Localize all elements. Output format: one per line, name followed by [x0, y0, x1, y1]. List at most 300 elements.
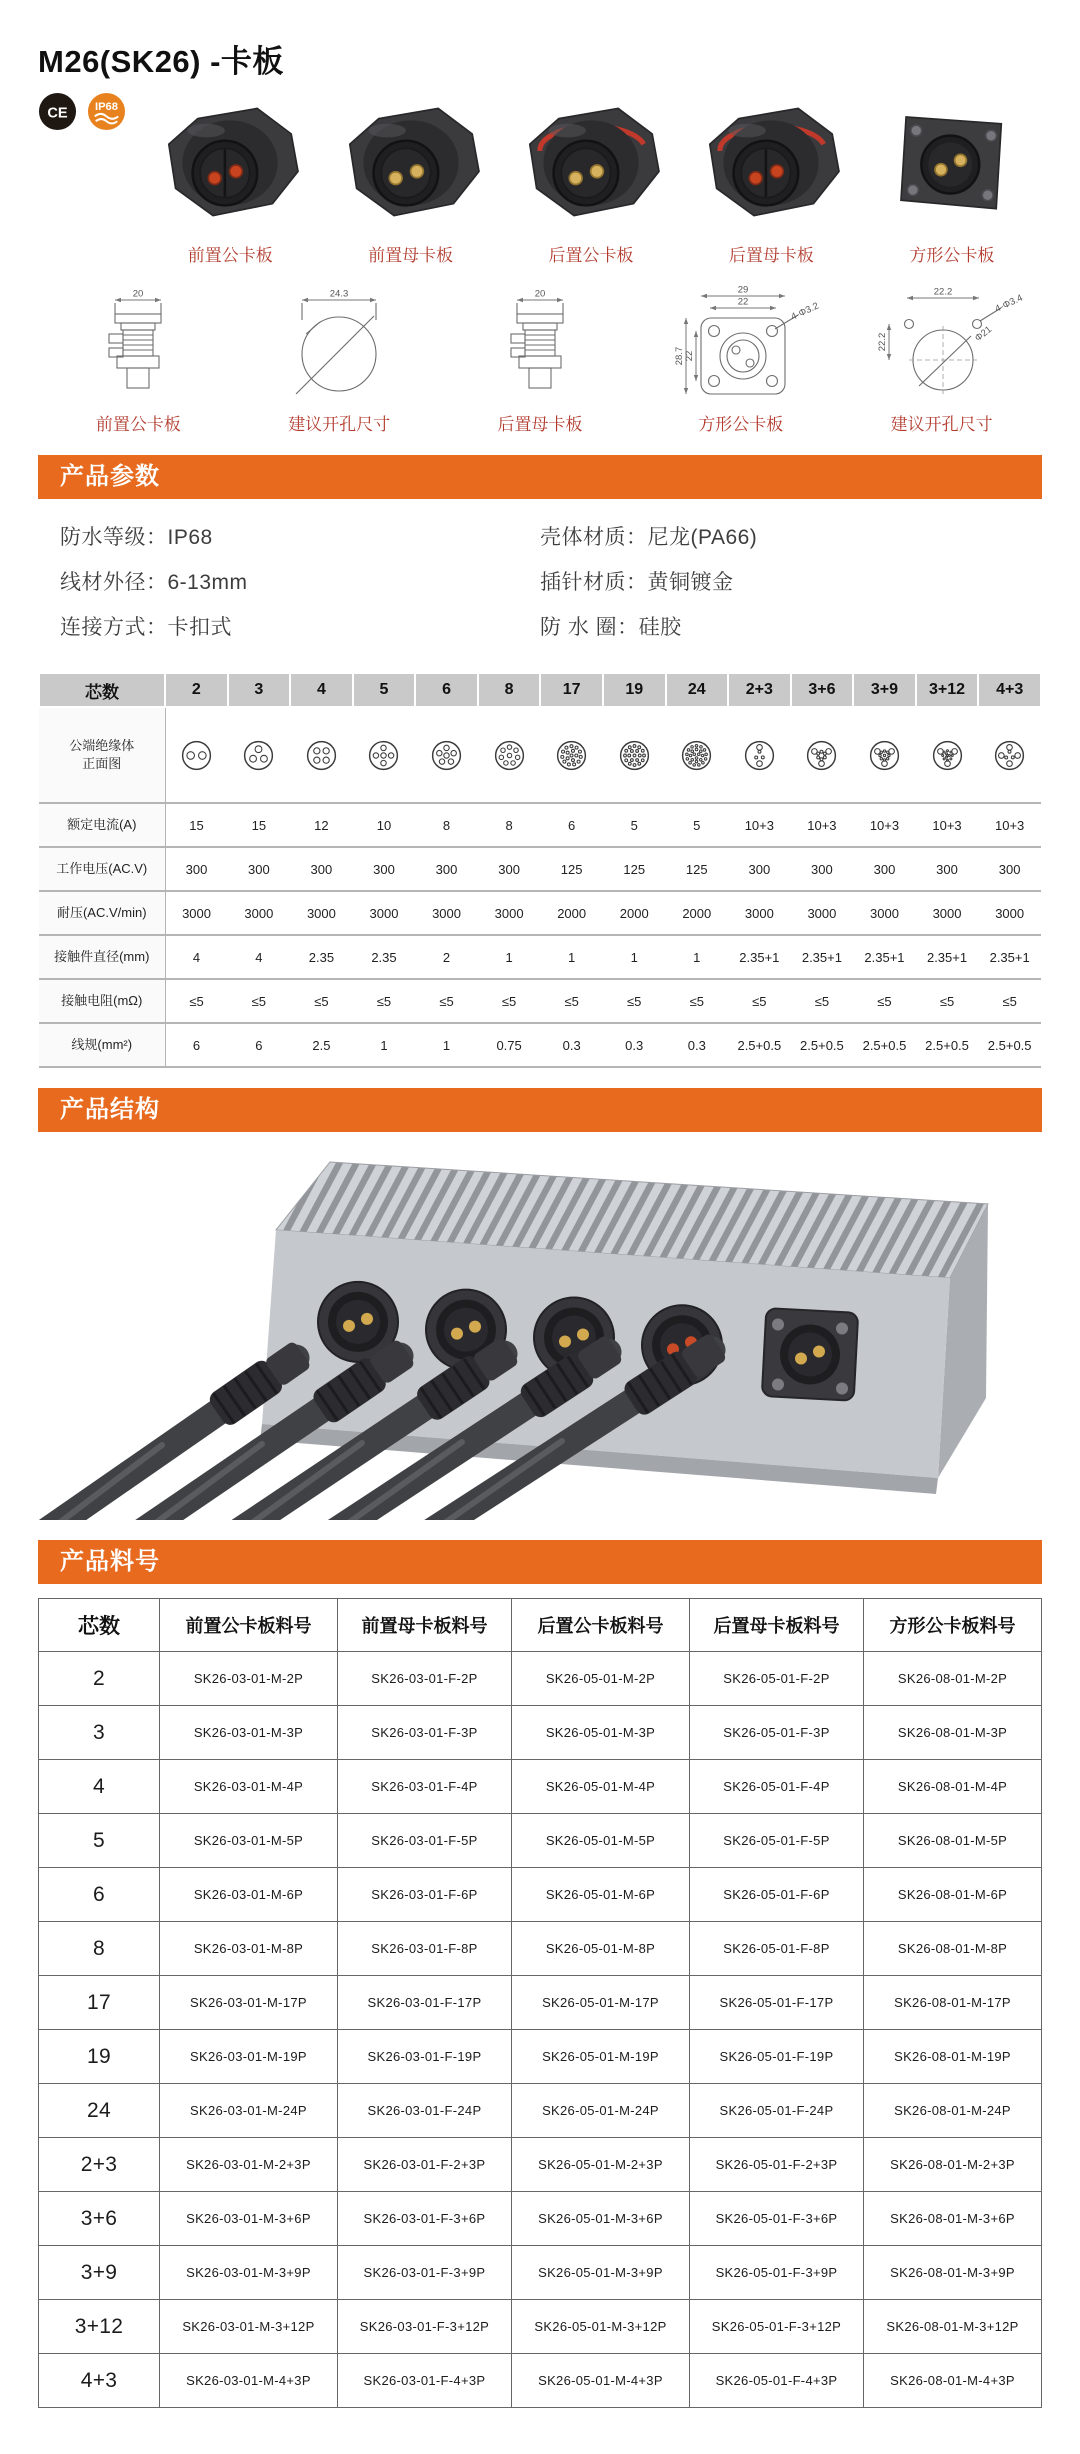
spec-value: 15 [165, 803, 228, 847]
pin-face-diagram [868, 739, 901, 772]
pin-face-cell [666, 707, 729, 803]
spec-pin-count-header: 19 [603, 673, 666, 707]
parameter-label: 插针材质： [540, 571, 648, 594]
pin-face-cell [478, 707, 541, 803]
svg-text:24.3: 24.3 [329, 288, 349, 300]
spec-data-row [39, 1023, 1041, 1067]
part-number-cell: SK26-05-01-M-3+12P [512, 2300, 690, 2354]
spec-pin-count-header: 4 [290, 673, 353, 707]
spec-value: ≤5 [978, 979, 1041, 1023]
part-row [39, 1814, 1042, 1868]
spec-value: 2.35+1 [916, 935, 979, 979]
product-photo-3 [501, 87, 681, 266]
technical-drawing-1 [38, 284, 239, 435]
part-number-cell: SK26-03-01-F-3+12P [337, 2300, 511, 2354]
pin-face-diagram [367, 739, 400, 772]
part-number-cell: SK26-03-01-M-17P [160, 1976, 338, 2030]
part-row [39, 2138, 1042, 2192]
spec-value: ≤5 [228, 979, 291, 1023]
part-number-cell: SK26-05-01-F-3+9P [689, 2246, 863, 2300]
part-col-header: 方形公卡板料号 [864, 1599, 1042, 1652]
pin-face-diagram [430, 739, 463, 772]
pin-count-cell: 3+12 [39, 2300, 160, 2354]
pin-face-cell [165, 707, 228, 803]
spec-value: 10+3 [728, 803, 791, 847]
svg-text:4-Φ3.2: 4-Φ3.2 [789, 300, 821, 323]
svg-text:20: 20 [133, 288, 144, 300]
technical-drawing [43, 284, 233, 406]
part-number-cell: SK26-05-01-F-24P [689, 2084, 863, 2138]
technical-drawings-row [38, 284, 1042, 435]
spec-value: 10+3 [916, 803, 979, 847]
part-row [39, 2084, 1042, 2138]
parameter-value: IP68 [167, 526, 213, 549]
part-number-cell: SK26-03-01-F-19P [337, 2030, 511, 2084]
part-number-cell: SK26-03-01-F-6P [337, 1868, 511, 1922]
spec-data-row [39, 891, 1041, 935]
spec-value: 3000 [290, 891, 353, 935]
part-number-cell: SK26-03-01-F-4+3P [337, 2354, 511, 2408]
part-number-cell: SK26-05-01-F-2+3P [689, 2138, 863, 2192]
part-number-cell: SK26-05-01-F-4+3P [689, 2354, 863, 2408]
spec-pin-count-header: 8 [478, 673, 541, 707]
part-number-cell: SK26-08-01-M-17P [864, 1976, 1042, 2030]
product-photos-row [140, 87, 1042, 266]
part-number-cell: SK26-03-01-M-4P [160, 1760, 338, 1814]
part-row [39, 2354, 1042, 2408]
parameter-value: 黄铜镀金 [647, 571, 734, 594]
pin-face-diagram [931, 739, 964, 772]
pin-face-cell [353, 707, 416, 803]
spec-value: 2000 [666, 891, 729, 935]
spec-value: 0.3 [603, 1023, 666, 1067]
spec-value: 2.5+0.5 [728, 1023, 791, 1067]
pin-count-cell: 4 [39, 1760, 160, 1814]
spec-value: 2.35+1 [978, 935, 1041, 979]
part-number-cell: SK26-03-01-M-2+3P [160, 2138, 338, 2192]
ip68-label: IP68 [94, 100, 119, 113]
spec-value: ≤5 [540, 979, 603, 1023]
part-number-cell: SK26-08-01-M-8P [864, 1922, 1042, 1976]
spec-value: 0.3 [540, 1023, 603, 1067]
pin-count-cell: 5 [39, 1814, 160, 1868]
part-row [39, 1922, 1042, 1976]
parameter [540, 566, 1020, 596]
connector-photo [686, 87, 856, 237]
spec-value: 8 [415, 803, 478, 847]
parameter-value: 硅胶 [638, 616, 682, 639]
connector-photo [145, 87, 315, 237]
parameter-value: 6-13mm [167, 571, 248, 594]
part-number-cell: SK26-05-01-M-17P [512, 1976, 690, 2030]
pin-face-diagram [555, 739, 588, 772]
spec-value: 300 [415, 847, 478, 891]
part-number-cell: SK26-03-01-M-24P [160, 2084, 338, 2138]
spec-value: 300 [728, 847, 791, 891]
spec-value: 4 [165, 935, 228, 979]
section-title-part-numbers: 产品料号 [60, 1548, 160, 1575]
spec-value: 2000 [540, 891, 603, 935]
spec-value: 5 [666, 803, 729, 847]
spec-value: 125 [603, 847, 666, 891]
product-photo-label: 前置母卡板 [368, 246, 454, 265]
spec-value: 300 [165, 847, 228, 891]
spec-value: 2 [415, 935, 478, 979]
spec-data-row [39, 847, 1041, 891]
part-number-cell: SK26-05-01-F-3+6P [689, 2192, 863, 2246]
part-number-cell: SK26-05-01-M-2+3P [512, 2138, 690, 2192]
part-number-cell: SK26-03-01-F-3+6P [337, 2192, 511, 2246]
spec-value: 2.35+1 [728, 935, 791, 979]
spec-row-label: 额定电流(A) [39, 803, 165, 847]
part-number-cell: SK26-05-01-M-4+3P [512, 2354, 690, 2408]
part-number-cell: SK26-08-01-M-2P [864, 1652, 1042, 1706]
pin-count-cell: 8 [39, 1922, 160, 1976]
part-col-header: 芯数 [39, 1599, 160, 1652]
technical-drawing [244, 284, 434, 406]
spec-value: 10+3 [978, 803, 1041, 847]
spec-value: 4 [228, 935, 291, 979]
part-row [39, 2246, 1042, 2300]
spec-value: 300 [853, 847, 916, 891]
parameter-value: 尼龙(PA66) [647, 526, 758, 549]
spec-value: 15 [228, 803, 291, 847]
part-row [39, 1868, 1042, 1922]
spec-value: 1 [603, 935, 666, 979]
technical-drawing-3 [440, 284, 641, 435]
part-number-cell: SK26-05-01-F-2P [689, 1652, 863, 1706]
spec-value: 300 [916, 847, 979, 891]
part-row [39, 1706, 1042, 1760]
spec-row-label: 耐压(AC.V/min) [39, 891, 165, 935]
parameter [60, 566, 540, 596]
product-photo-label: 后置母卡板 [728, 246, 814, 265]
pin-face-diagram [618, 739, 651, 772]
part-number-cell: SK26-03-01-M-6P [160, 1868, 338, 1922]
part-number-cell: SK26-03-01-M-2P [160, 1652, 338, 1706]
svg-text:22: 22 [737, 296, 749, 308]
connector-photo [506, 87, 676, 237]
section-title-parameters: 产品参数 [60, 463, 160, 490]
spec-row-label: 工作电压(AC.V) [39, 847, 165, 891]
section-header-structure [38, 1088, 1042, 1132]
spec-value: ≤5 [728, 979, 791, 1023]
part-number-cell: SK26-05-01-F-8P [689, 1922, 863, 1976]
part-number-cell: SK26-03-01-M-3P [160, 1706, 338, 1760]
pin-face-diagram [493, 739, 526, 772]
pin-face-cell [228, 707, 291, 803]
product-photo-5 [862, 87, 1042, 266]
page-title: M26(SK26) -卡板 [38, 44, 284, 79]
part-number-cell: SK26-08-01-M-3+9P [864, 2246, 1042, 2300]
part-row [39, 1760, 1042, 1814]
part-number-cell: SK26-03-01-F-3P [337, 1706, 511, 1760]
part-number-cell: SK26-03-01-F-17P [337, 1976, 511, 2030]
connector-photo [867, 87, 1037, 237]
spec-data-row [39, 935, 1041, 979]
spec-value: 5 [603, 803, 666, 847]
spec-pin-count-header: 2 [165, 673, 228, 707]
pin-face-diagram [242, 739, 275, 772]
pin-count-cell: 4+3 [39, 2354, 160, 2408]
pin-face-cell [415, 707, 478, 803]
technical-drawing-label: 建议开孔尺寸 [890, 415, 993, 434]
part-number-cell: SK26-05-01-M-3+6P [512, 2192, 690, 2246]
part-number-cell: SK26-03-01-F-2P [337, 1652, 511, 1706]
technical-drawing-5 [841, 284, 1042, 435]
svg-text:4-Φ3.4: 4-Φ3.4 [992, 292, 1025, 315]
svg-text:20: 20 [534, 288, 546, 300]
part-number-cell: SK26-05-01-M-8P [512, 1922, 690, 1976]
parameter [540, 611, 1020, 641]
spec-value: 300 [290, 847, 353, 891]
spec-value: 2.5+0.5 [853, 1023, 916, 1067]
spec-value: 3000 [853, 891, 916, 935]
part-number-cell: SK26-03-01-F-3+9P [337, 2246, 511, 2300]
part-row [39, 2192, 1042, 2246]
pin-face-cell [728, 707, 791, 803]
spec-value: 1 [415, 1023, 478, 1067]
spec-value: ≤5 [478, 979, 541, 1023]
part-number-cell: SK26-08-01-M-2+3P [864, 2138, 1042, 2192]
part-row [39, 1976, 1042, 2030]
spec-value: ≤5 [165, 979, 228, 1023]
product-photo-label: 后置公卡板 [548, 246, 634, 265]
spec-pin-count-header: 17 [540, 673, 603, 707]
svg-text:29: 29 [737, 284, 749, 296]
part-header-row [39, 1599, 1042, 1652]
part-number-cell: SK26-03-01-F-8P [337, 1922, 511, 1976]
spec-pin-count-header: 3 [228, 673, 291, 707]
part-col-header: 后置母卡板料号 [689, 1599, 863, 1652]
spec-value: 300 [478, 847, 541, 891]
part-number-cell: SK26-08-01-M-6P [864, 1868, 1042, 1922]
part-number-cell: SK26-05-01-F-17P [689, 1976, 863, 2030]
part-row [39, 1652, 1042, 1706]
spec-value: 6 [228, 1023, 291, 1067]
technical-drawing [445, 284, 635, 406]
spec-value: 300 [978, 847, 1041, 891]
svg-text:Φ21: Φ21 [972, 324, 994, 344]
product-structure-image [38, 1148, 1042, 1520]
spec-pin-count-header: 5 [353, 673, 416, 707]
spec-table [38, 672, 1042, 1068]
parameter-label: 线材外径： [60, 571, 168, 594]
part-number-cell: SK26-05-01-M-4P [512, 1760, 690, 1814]
spec-value: 3000 [228, 891, 291, 935]
spec-row-label: 接触件直径(mm) [39, 935, 165, 979]
pin-face-cell [290, 707, 353, 803]
pin-face-diagram [743, 739, 776, 772]
part-number-cell: SK26-08-01-M-3+6P [864, 2192, 1042, 2246]
part-number-cell: SK26-03-01-M-3+6P [160, 2192, 338, 2246]
spec-value: 10 [353, 803, 416, 847]
pin-count-cell: 24 [39, 2084, 160, 2138]
part-number-cell: SK26-05-01-F-6P [689, 1868, 863, 1922]
part-number-cell: SK26-08-01-M-3P [864, 1706, 1042, 1760]
part-number-cell: SK26-05-01-F-5P [689, 1814, 863, 1868]
spec-value: 2.35 [290, 935, 353, 979]
spec-value: 10+3 [853, 803, 916, 847]
part-number-cell: SK26-08-01-M-4+3P [864, 2354, 1042, 2408]
spec-value: 3000 [728, 891, 791, 935]
spec-pin-count-header: 4+3 [978, 673, 1041, 707]
ip68-icon [87, 92, 126, 131]
spec-value: 2.5+0.5 [791, 1023, 854, 1067]
spec-value: 2.35+1 [791, 935, 854, 979]
part-number-cell: SK26-05-01-M-3P [512, 1706, 690, 1760]
part-number-cell: SK26-08-01-M-19P [864, 2030, 1042, 2084]
spec-value: 1 [666, 935, 729, 979]
pin-face-diagram [305, 739, 338, 772]
spec-value: 2.5 [290, 1023, 353, 1067]
part-number-cell: SK26-03-01-M-5P [160, 1814, 338, 1868]
product-photo-2 [320, 87, 500, 266]
spec-value: 1 [353, 1023, 416, 1067]
spec-value: 0.3 [666, 1023, 729, 1067]
spec-data-row [39, 803, 1041, 847]
technical-drawing-label: 方形公卡板 [698, 415, 784, 434]
part-number-cell: SK26-03-01-M-3+12P [160, 2300, 338, 2354]
spec-value: 6 [540, 803, 603, 847]
part-number-cell: SK26-05-01-F-19P [689, 2030, 863, 2084]
parameter [60, 521, 540, 551]
part-number-cell: SK26-03-01-F-4P [337, 1760, 511, 1814]
part-number-cell: SK26-05-01-M-19P [512, 2030, 690, 2084]
product-photo-1 [140, 87, 320, 266]
spec-value: 3000 [916, 891, 979, 935]
pin-face-diagram [993, 739, 1026, 772]
parameter-label: 防水等级： [60, 526, 168, 549]
structure-scene-svg [38, 1148, 1042, 1520]
spec-pin-count-header: 3+12 [916, 673, 979, 707]
spec-value: 10+3 [791, 803, 854, 847]
parameter-label: 防 水 圈： [540, 616, 639, 639]
pin-count-cell: 17 [39, 1976, 160, 2030]
section-title-structure: 产品结构 [60, 1096, 160, 1123]
pin-count-cell: 19 [39, 2030, 160, 2084]
spec-value: 3000 [978, 891, 1041, 935]
parameter-value: 卡扣式 [167, 616, 232, 639]
pin-face-cell [978, 707, 1041, 803]
spec-pin-count-header: 3+9 [853, 673, 916, 707]
part-number-cell: SK26-08-01-M-4P [864, 1760, 1042, 1814]
part-number-cell: SK26-08-01-M-5P [864, 1814, 1042, 1868]
spec-value: 3000 [478, 891, 541, 935]
part-number-cell: SK26-03-01-F-5P [337, 1814, 511, 1868]
parameters-right-column [540, 521, 1020, 656]
parameters-block [38, 499, 1042, 664]
spec-value: 6 [165, 1023, 228, 1067]
parameter-label: 连接方式： [60, 616, 168, 639]
spec-row-label: 接触电阻(mΩ) [39, 979, 165, 1023]
part-number-cell: SK26-03-01-M-3+9P [160, 2246, 338, 2300]
spec-value: 0.75 [478, 1023, 541, 1067]
technical-drawing-label: 后置母卡板 [497, 415, 583, 434]
part-number-cell: SK26-03-01-M-4+3P [160, 2354, 338, 2408]
section-header-parameters [38, 455, 1042, 499]
technical-drawing-2 [239, 284, 440, 435]
spec-pin-count-header: 3+6 [791, 673, 854, 707]
part-col-header: 前置母卡板料号 [337, 1599, 511, 1652]
pin-count-cell: 2+3 [39, 2138, 160, 2192]
spec-corner-header: 芯数 [39, 673, 165, 707]
technical-drawing [646, 284, 836, 406]
spec-value: 3000 [353, 891, 416, 935]
part-number-cell: SK26-05-01-M-3+9P [512, 2246, 690, 2300]
ce-icon [38, 92, 77, 131]
spec-header-row [39, 673, 1041, 707]
part-number-cell: SK26-05-01-F-3+12P [689, 2300, 863, 2354]
pin-face-cell [540, 707, 603, 803]
part-number-cell: SK26-08-01-M-24P [864, 2084, 1042, 2138]
spec-value: 2.5+0.5 [916, 1023, 979, 1067]
pin-face-cell [603, 707, 666, 803]
parameter [60, 611, 540, 641]
technical-drawing-label: 前置公卡板 [95, 415, 181, 434]
spec-value: ≤5 [666, 979, 729, 1023]
pin-count-cell: 3+6 [39, 2192, 160, 2246]
spec-value: ≤5 [353, 979, 416, 1023]
svg-text:22.2: 22.2 [876, 332, 888, 352]
technical-drawing-4 [640, 284, 841, 435]
parameters-left-column [60, 521, 540, 656]
spec-data-row [39, 979, 1041, 1023]
spec-value: 300 [353, 847, 416, 891]
spec-value: ≤5 [290, 979, 353, 1023]
technical-drawing [847, 284, 1037, 406]
spec-value: 3000 [415, 891, 478, 935]
part-number-cell: SK26-05-01-F-4P [689, 1760, 863, 1814]
spec-pin-count-header: 2+3 [728, 673, 791, 707]
spec-pin-count-header: 24 [666, 673, 729, 707]
spec-value: 2000 [603, 891, 666, 935]
pin-face-cell [916, 707, 979, 803]
svg-text:22.2: 22.2 [933, 286, 952, 298]
pin-face-cell [791, 707, 854, 803]
part-number-table [38, 1598, 1042, 2408]
product-photo-label: 方形公卡板 [909, 246, 995, 265]
part-number-cell: SK26-08-01-M-3+12P [864, 2300, 1042, 2354]
spec-value: 1 [478, 935, 541, 979]
svg-text:22: 22 [683, 350, 695, 362]
pin-face-diagram [805, 739, 838, 772]
parameter [540, 521, 1020, 551]
spec-value: 2.35+1 [853, 935, 916, 979]
part-number-cell: SK26-05-01-M-2P [512, 1652, 690, 1706]
spec-value: 300 [228, 847, 291, 891]
spec-value: 125 [540, 847, 603, 891]
product-photo-4 [681, 87, 861, 266]
ce-label: CE [47, 104, 68, 121]
spec-value: 3000 [165, 891, 228, 935]
part-number-cell: SK26-03-01-F-24P [337, 2084, 511, 2138]
spec-value: ≤5 [853, 979, 916, 1023]
part-row [39, 2030, 1042, 2084]
part-number-cell: SK26-03-01-M-8P [160, 1922, 338, 1976]
part-number-cell: SK26-03-01-F-2+3P [337, 2138, 511, 2192]
pin-count-cell: 3 [39, 1706, 160, 1760]
spec-row-label: 公端绝缘体 正面图 [39, 707, 165, 803]
spec-face-row [39, 707, 1041, 803]
part-number-cell: SK26-05-01-F-3P [689, 1706, 863, 1760]
part-number-cell: SK26-05-01-M-24P [512, 2084, 690, 2138]
product-photo-label: 前置公卡板 [187, 246, 273, 265]
parameter-label: 壳体材质： [540, 526, 648, 549]
spec-value: 8 [478, 803, 541, 847]
part-number-cell: SK26-05-01-M-6P [512, 1868, 690, 1922]
part-row [39, 2300, 1042, 2354]
